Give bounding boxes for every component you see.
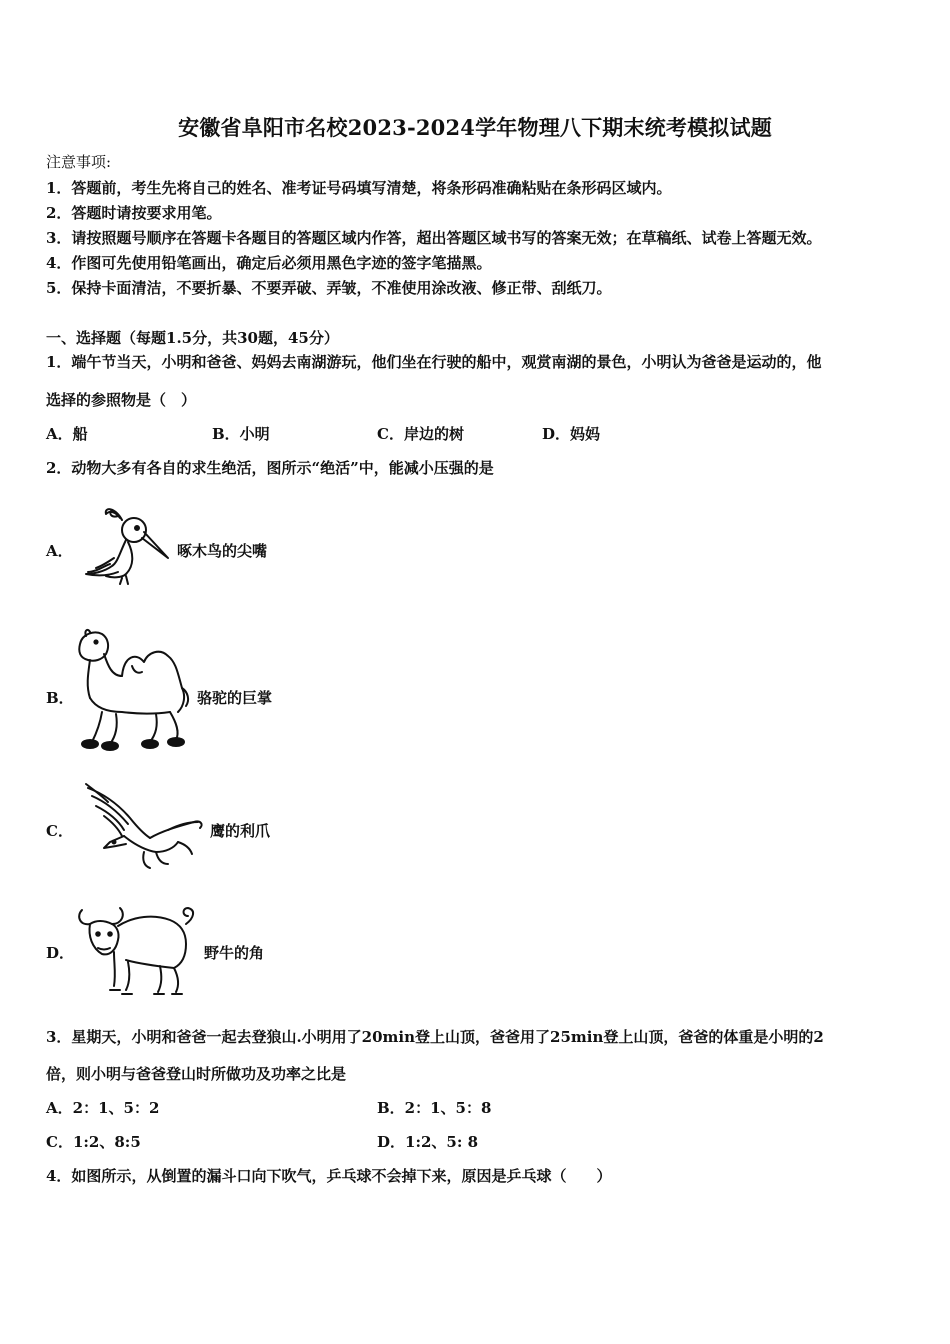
q3-option-c: C．1:2、8:5 — [46, 1133, 141, 1151]
page-title: 安徽省阜阳市名校2023-2024学年物理八下期末统考模拟试题 — [178, 115, 772, 140]
notice-item: 2．答题时请按要求用笔。 — [46, 204, 222, 222]
q2-option-d-letter: D． — [46, 944, 75, 962]
q2-option-c-letter: C． — [46, 822, 73, 840]
notice-heading: 注意事项: — [46, 153, 112, 171]
question-3-stem: 3．星期天，小明和爸爸一起去登狼山.小明用了20min登上山顶，爸爸用了25min登上山顶，爸爸的体重是小明的2 — [46, 1028, 824, 1046]
notice-item: 5．保持卡面清洁，不要折暴、不要弄破、弄皱，不准使用涂改液、修正带、刮纸刀。 — [46, 279, 612, 297]
woodpecker-icon — [82, 500, 174, 586]
question-4-stem: 4．如图所示，从倒置的漏斗口向下吹气，乒乓球不会掉下来，原因是乒乓球（ ） — [46, 1167, 612, 1185]
q1-option-b: B．小明 — [212, 425, 270, 443]
section-heading: 一、选择题（每题1.5分，共30题，45分） — [46, 329, 339, 347]
q2-option-a-letter: A． — [46, 542, 73, 560]
notice-item: 4．作图可先使用铅笔画出，确定后必须用黑色字迹的签字笔描黑。 — [46, 254, 492, 272]
q2-option-a-caption: 啄木鸟的尖嘴 — [177, 542, 268, 560]
q3-option-a: A．2：1、5：2 — [46, 1099, 160, 1117]
q3-option-d: D．1:2、5: 8 — [377, 1133, 479, 1151]
q2-option-b-caption: 骆驼的巨掌 — [197, 689, 273, 707]
q2-option-b-letter: B． — [46, 689, 74, 707]
question-1-stem: 1．端午节当天，小明和爸爸、妈妈去南湖游玩，他们坐在行驶的船中，观赏南湖的景色，小明认为爸爸是运动的，他 — [46, 353, 822, 371]
question-3-stem-cont: 倍，则小明与爸爸登山时所做功及功率之比是 — [46, 1065, 347, 1083]
notice-item: 1．答题前，考生先将自己的姓名、准考证号码填写清楚，将条形码准确粘贴在条形码区域内。 — [46, 179, 672, 197]
question-1-stem-cont: 选择的参照物是（ ） — [46, 391, 197, 409]
q3-option-b: B．2：1、5：8 — [377, 1099, 492, 1117]
camel-icon — [72, 626, 194, 752]
bison-icon — [74, 902, 198, 998]
q1-option-d: D．妈妈 — [542, 425, 601, 443]
eagle-icon — [84, 782, 206, 872]
q2-option-c-caption: 鹰的利爪 — [210, 822, 271, 840]
q1-option-c: C．岸边的树 — [377, 425, 464, 443]
question-2-stem: 2．动物大多有各自的求生绝活，图所示“绝活”中，能减小压强的是 — [46, 459, 494, 477]
q2-option-d-caption: 野牛的角 — [204, 944, 265, 962]
notice-item: 3．请按照题号顺序在答题卡各题目的答题区域内作答，超出答题区域书写的答案无效；在草稿纸、试卷上答题无效。 — [46, 229, 822, 247]
q1-option-a: A．船 — [46, 425, 88, 443]
